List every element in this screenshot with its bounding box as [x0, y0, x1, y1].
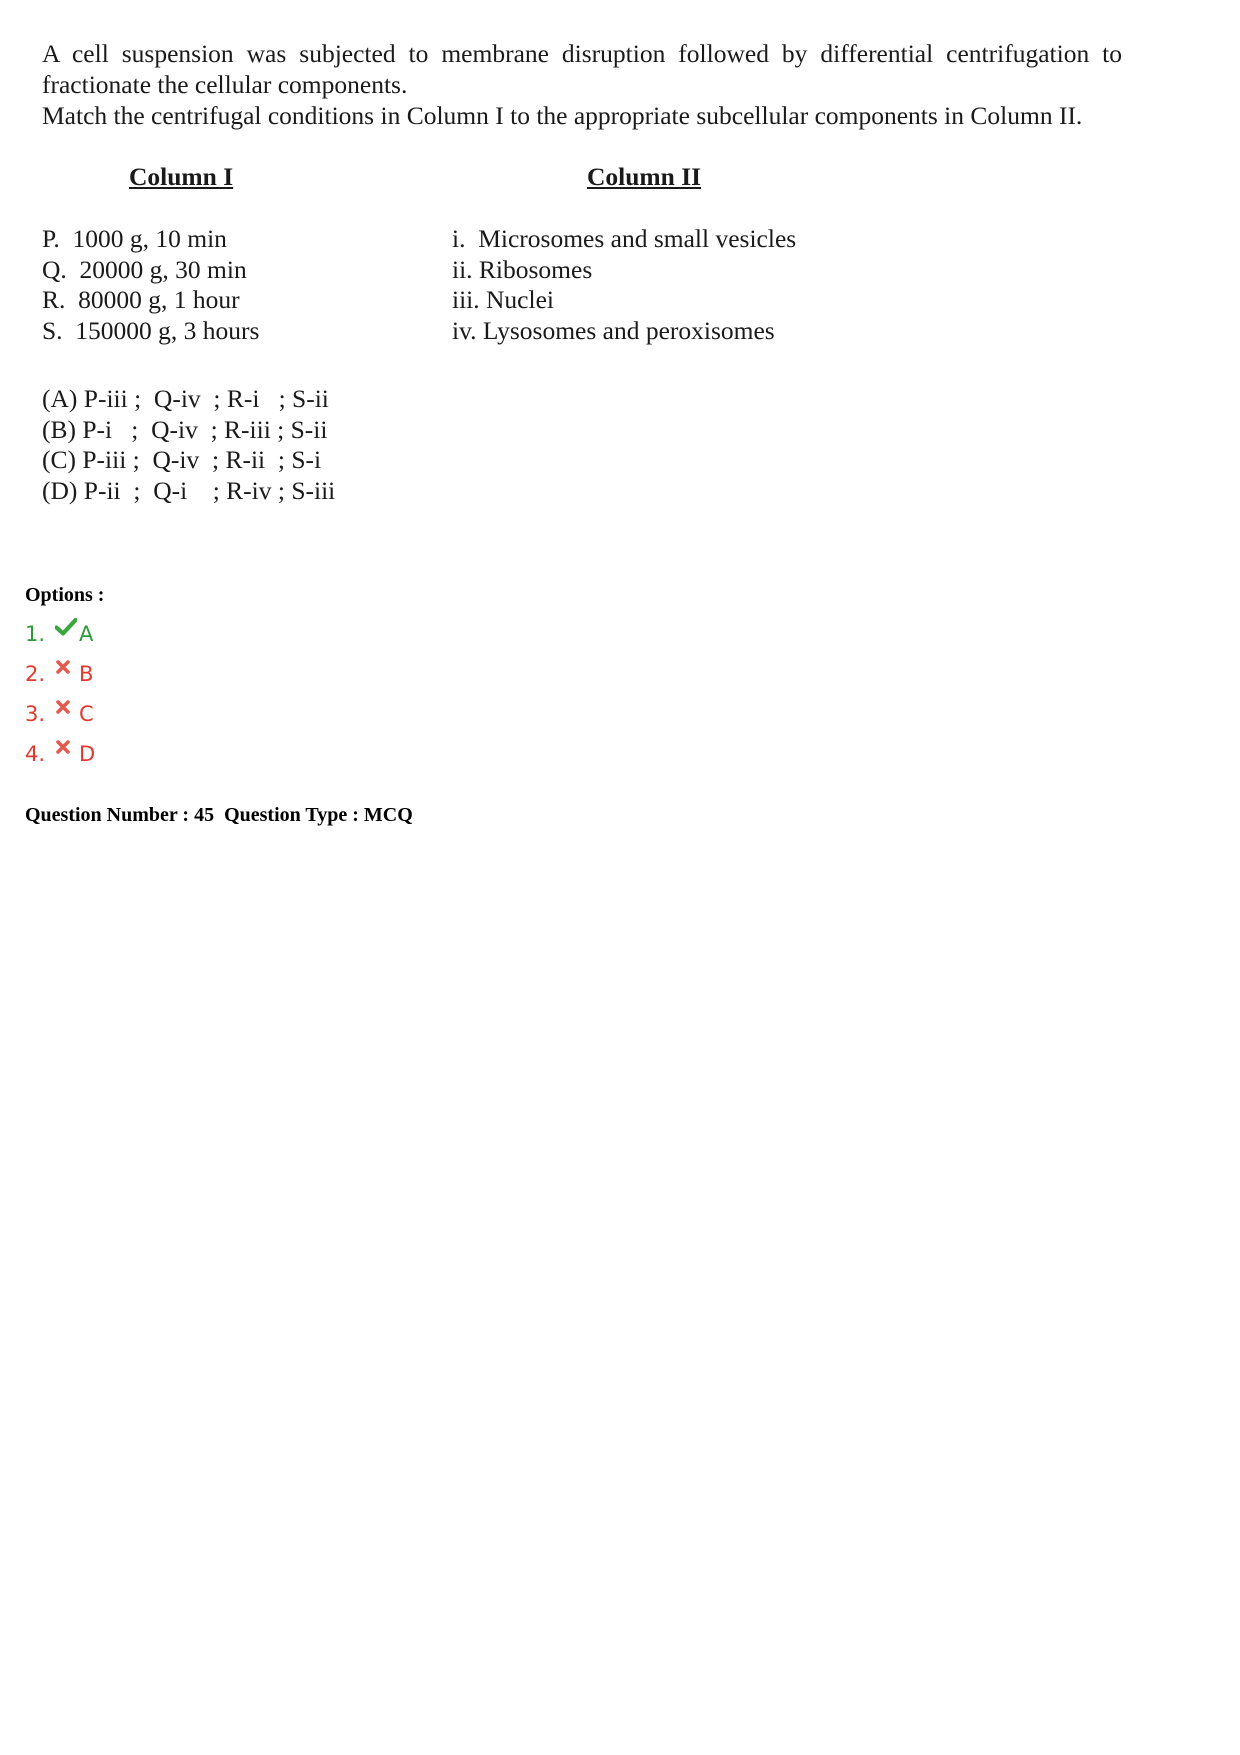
column-headers: [42, 161, 1122, 201]
option-number: 1.: [25, 622, 46, 646]
check-icon: [55, 618, 79, 636]
answer-choices: [42, 383, 1122, 505]
option-letter: D: [79, 742, 96, 766]
answer-choice: (C) P-iii ; Q-iv ; R-ii ; S-i: [42, 445, 322, 474]
question-meta: Question Number : 45 Question Type : MCQ: [25, 804, 413, 826]
column-ii-header: Column II: [587, 162, 702, 191]
question-image: [42, 38, 1122, 505]
column-ii-item: ii. Ribosomes: [452, 254, 593, 284]
column-ii-item: i. Microsomes and small vesicles: [452, 224, 797, 253]
intro-paragraph: A cell suspension was subjected to membrane disruption followed by differential centrifugation to fractionate the cellular components.: [42, 39, 1122, 99]
options-list: [25, 614, 95, 774]
cross-icon: [55, 739, 79, 755]
column-i-item: S. 150000 g, 3 hours: [42, 315, 260, 345]
column-ii-list: [452, 223, 796, 345]
intro-paragraph: Match the centrifugal conditions in Column I to the appropriate subcellular components in Column II.: [42, 101, 1083, 130]
option-letter: B: [79, 662, 94, 686]
column-i-header: Column I: [129, 162, 234, 191]
answer-choice: (A) P-iii ; Q-iv ; R-i ; S-ii: [42, 384, 329, 413]
answer-choice: (B) P-i ; Q-iv ; R-iii ; S-ii: [42, 414, 328, 444]
cross-icon: [55, 659, 79, 675]
column-i-list: [42, 223, 259, 345]
column-i-item: P. 1000 g, 10 min: [42, 224, 227, 253]
option-item: [25, 654, 95, 694]
column-i-item: Q. 20000 g, 30 min: [42, 254, 247, 284]
cross-icon: [55, 699, 79, 715]
option-item: [25, 614, 95, 654]
option-number: 4.: [25, 742, 46, 766]
option-letter: C: [79, 702, 94, 726]
option-item: [25, 694, 95, 734]
question-intro: [42, 38, 1122, 131]
option-item: [25, 734, 95, 774]
options-label: Options :: [25, 584, 105, 606]
column-ii-item: iv. Lysosomes and peroxisomes: [452, 315, 775, 345]
answer-choice: (D) P-ii ; Q-i ; R-iv ; S-iii: [42, 475, 336, 505]
column-ii-item: iii. Nuclei: [452, 285, 554, 314]
option-letter: A: [79, 622, 94, 646]
option-number: 3.: [25, 702, 46, 726]
match-columns: [42, 223, 1122, 347]
column-i-item: R. 80000 g, 1 hour: [42, 285, 240, 314]
option-number: 2.: [25, 662, 46, 686]
